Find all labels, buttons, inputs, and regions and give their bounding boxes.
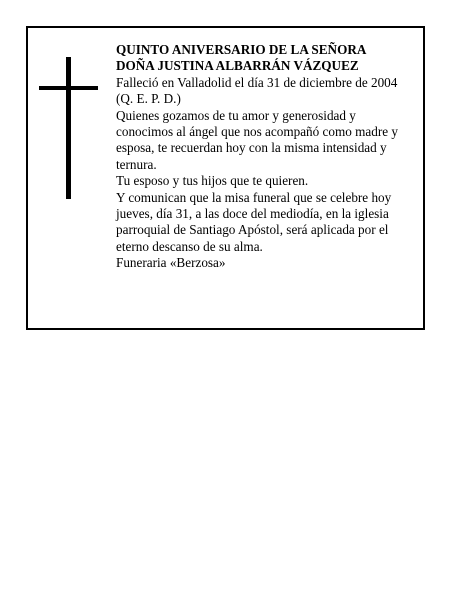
obituary-notice <box>26 26 425 330</box>
tribute-paragraph: Quienes gozamos de tu amor y generosidad y conocimos al ángel que nos acompañó como madre y esposa, te recuerdan hoy con la misma intensidad y ternura. <box>116 107 398 172</box>
cross-vertical-bar <box>66 57 71 199</box>
qepd-line: (Q. E. P. D.) <box>116 91 181 107</box>
funeral-home: Funeraria «Berzosa» <box>116 255 226 271</box>
mass-paragraph: Y comunican que la misa funeral que se celebre hoy jueves, día 31, a las doce del mediodía, en la iglesia parroquial de Santiago Apóstol, será aplicada por el eterno descanso de su alma. <box>116 189 392 254</box>
notice-heading-line-1: QUINTO ANIVERSARIO DE LA SEÑORA <box>116 42 367 57</box>
notice-heading-line-2: DOÑA JUSTINA ALBARRÁN VÁZQUEZ <box>116 58 359 74</box>
family-paragraph: Tu esposo y tus hijos que te quieren. <box>116 173 309 189</box>
death-line: Falleció en Valladolid el día 31 de diciembre de 2004 <box>116 74 398 90</box>
cross-horizontal-bar <box>39 86 98 90</box>
notice-text <box>116 42 416 272</box>
